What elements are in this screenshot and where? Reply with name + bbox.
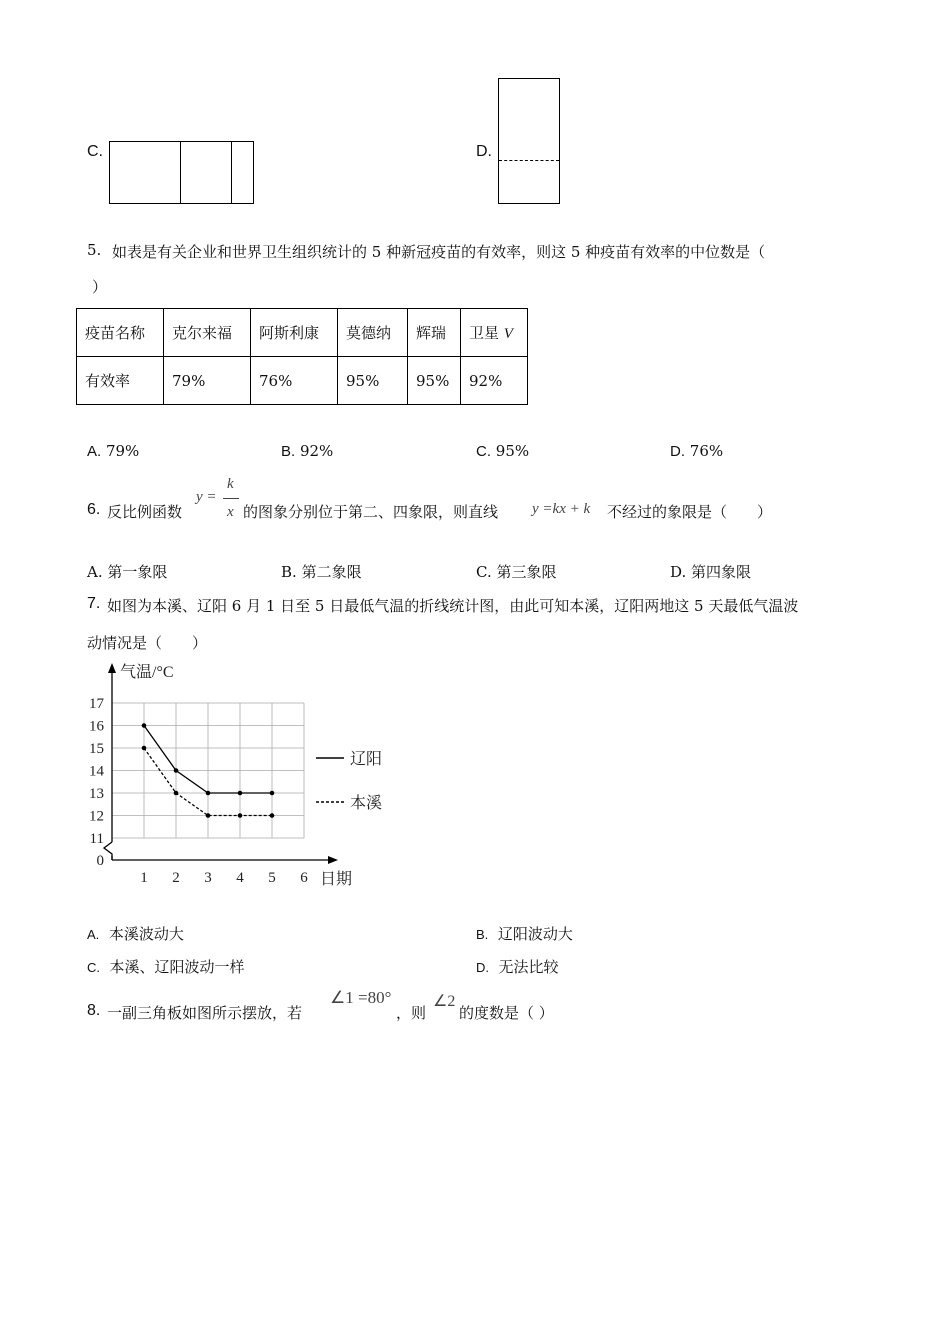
table-cell: 莫德纳 bbox=[338, 309, 408, 357]
q7-option-b[interactable] bbox=[476, 923, 573, 944]
option-text: 第一象限 bbox=[107, 563, 168, 581]
option-text: 95% bbox=[495, 442, 530, 460]
x-tick-label: 4 bbox=[236, 870, 244, 886]
q8-stem-b: ，则 bbox=[396, 1004, 427, 1022]
option-letter: A. bbox=[87, 563, 103, 581]
option-letter: A. bbox=[87, 927, 100, 942]
option-text: 辽阳波动大 bbox=[497, 925, 573, 943]
q6-option-a[interactable] bbox=[87, 561, 167, 582]
q7-option-c[interactable] bbox=[87, 956, 245, 977]
q6-formula1-num: k bbox=[227, 476, 234, 492]
option-letter: B. bbox=[281, 563, 297, 581]
table-cell: 疫苗名称 bbox=[77, 309, 164, 357]
q7-option-d[interactable] bbox=[476, 956, 559, 977]
vaccine-table bbox=[76, 308, 528, 405]
table-cell: 95% bbox=[408, 357, 461, 405]
x-tick-label: 1 bbox=[140, 870, 148, 886]
data-point bbox=[238, 791, 243, 796]
q7-stem-line2: 动情况是（ ） bbox=[87, 634, 208, 652]
option-letter: C. bbox=[476, 563, 492, 581]
option-letter: C. bbox=[87, 960, 100, 975]
q8-formula1: ∠1 =80° bbox=[330, 988, 392, 1007]
table-cell-text: 卫星 bbox=[469, 324, 500, 342]
data-point bbox=[142, 746, 147, 751]
q7-option-a[interactable] bbox=[87, 923, 184, 944]
y-tick-label: 17 bbox=[89, 696, 104, 712]
fraction-bar bbox=[223, 498, 239, 499]
option-letter: D. bbox=[670, 443, 685, 460]
q6-formula2: y =kx + k bbox=[532, 501, 591, 517]
option-text: 76% bbox=[689, 442, 724, 460]
q6-stem-c: 不经过的象限是（ ） bbox=[607, 503, 773, 521]
table-cell bbox=[461, 309, 528, 357]
q6-stem-b: 的图象分别位于第二、四象限，则直线 bbox=[243, 503, 499, 521]
table-row bbox=[77, 309, 528, 357]
q8-stem-a: 一副三角板如图所示摆放，若 bbox=[107, 1004, 303, 1022]
option-letter: D. bbox=[670, 563, 687, 581]
x-tick-label: 2 bbox=[172, 870, 180, 886]
option-letter: C. bbox=[476, 443, 491, 460]
x-axis-title: 日期 bbox=[320, 871, 353, 888]
q5-option-d[interactable] bbox=[670, 442, 723, 460]
q8-formula2: ∠2 bbox=[433, 993, 456, 1010]
q6-option-c[interactable] bbox=[476, 561, 557, 582]
table-cell: 辉瑞 bbox=[408, 309, 461, 357]
x-tick-label: 5 bbox=[268, 870, 276, 886]
data-point bbox=[270, 813, 275, 818]
y-tick-label: 12 bbox=[89, 808, 104, 825]
data-point bbox=[142, 723, 147, 728]
q5-option-c[interactable] bbox=[476, 442, 529, 460]
option-letter: D. bbox=[476, 960, 489, 975]
q8-stem-c: 的度数是（ ） bbox=[459, 1004, 554, 1022]
q6-option-b[interactable] bbox=[281, 561, 362, 582]
option-text: 第四象限 bbox=[691, 563, 752, 581]
data-point bbox=[174, 768, 179, 773]
option-letter: B. bbox=[281, 443, 296, 460]
option-text: 第三象限 bbox=[496, 563, 557, 581]
legend-label: 辽阳 bbox=[350, 751, 383, 768]
option-text: 第二象限 bbox=[301, 563, 362, 581]
option-letter: B. bbox=[476, 927, 489, 942]
option-text: 本溪波动大 bbox=[108, 925, 184, 943]
table-cell: 有效率 bbox=[77, 357, 164, 405]
legend-label: 本溪 bbox=[350, 795, 383, 812]
temperature-line-chart bbox=[80, 655, 400, 895]
q6-number: 6. bbox=[87, 501, 101, 518]
table-row bbox=[77, 357, 528, 405]
q5-option-a[interactable] bbox=[87, 442, 139, 460]
table-cell: 76% bbox=[251, 357, 338, 405]
data-point bbox=[270, 791, 275, 796]
x-tick-label: 3 bbox=[204, 870, 212, 886]
q6-option-d[interactable] bbox=[670, 561, 751, 582]
data-point bbox=[174, 791, 179, 796]
q4-option-c-label[interactable]: C. bbox=[87, 143, 103, 160]
y-tick-label: 11 bbox=[89, 831, 104, 847]
q5-number: 5. bbox=[87, 241, 102, 259]
table-cell: 阿斯利康 bbox=[251, 309, 338, 357]
y-tick-label: 14 bbox=[89, 763, 104, 780]
q5-option-b[interactable] bbox=[281, 442, 333, 460]
data-point bbox=[238, 813, 243, 818]
x-tick-label: 6 bbox=[300, 870, 308, 886]
q5-stem: 如表是有关企业和世界卫生组织统计的 5 种新冠疫苗的有效率，则这 5 种疫苗有效率的中位数是（ bbox=[112, 243, 766, 261]
table-cell: 克尔来福 bbox=[164, 309, 251, 357]
q8-number: 8. bbox=[87, 1002, 101, 1019]
data-point bbox=[206, 791, 211, 796]
table-cell: 95% bbox=[338, 357, 408, 405]
x-axis-arrow bbox=[328, 856, 338, 864]
q7-stem-line1: 如图为本溪、辽阳 6 月 1 日至 5 日最低气温的折线统计图，由此可知本溪，辽阳两地这 5 天最低气温波 bbox=[107, 597, 799, 615]
table-cell: 79% bbox=[164, 357, 251, 405]
y-axis-title: 气温/°C bbox=[120, 664, 174, 681]
q6-formula1-lhs: y = bbox=[196, 489, 217, 505]
q5-stem-end: ） bbox=[92, 278, 108, 296]
option-letter: A. bbox=[87, 443, 102, 460]
q4-option-d-label[interactable]: D. bbox=[476, 143, 492, 160]
q6-formula1-den: x bbox=[227, 504, 234, 520]
table-cell-var: V bbox=[503, 326, 513, 342]
data-point bbox=[206, 813, 211, 818]
option-text: 92% bbox=[299, 442, 334, 460]
y-tick-label: 13 bbox=[89, 786, 104, 802]
option-text: 79% bbox=[105, 442, 140, 460]
option-text: 无法比较 bbox=[498, 958, 559, 976]
table-cell: 92% bbox=[461, 357, 528, 405]
q7-number: 7. bbox=[87, 595, 101, 612]
y-tick-label: 0 bbox=[96, 853, 104, 869]
y-axis-arrow bbox=[108, 663, 116, 673]
q6-stem-a: 反比例函数 bbox=[107, 503, 183, 521]
y-tick-label: 15 bbox=[89, 741, 104, 757]
y-tick-label: 16 bbox=[89, 718, 104, 735]
option-text: 本溪、辽阳波动一样 bbox=[109, 958, 245, 976]
